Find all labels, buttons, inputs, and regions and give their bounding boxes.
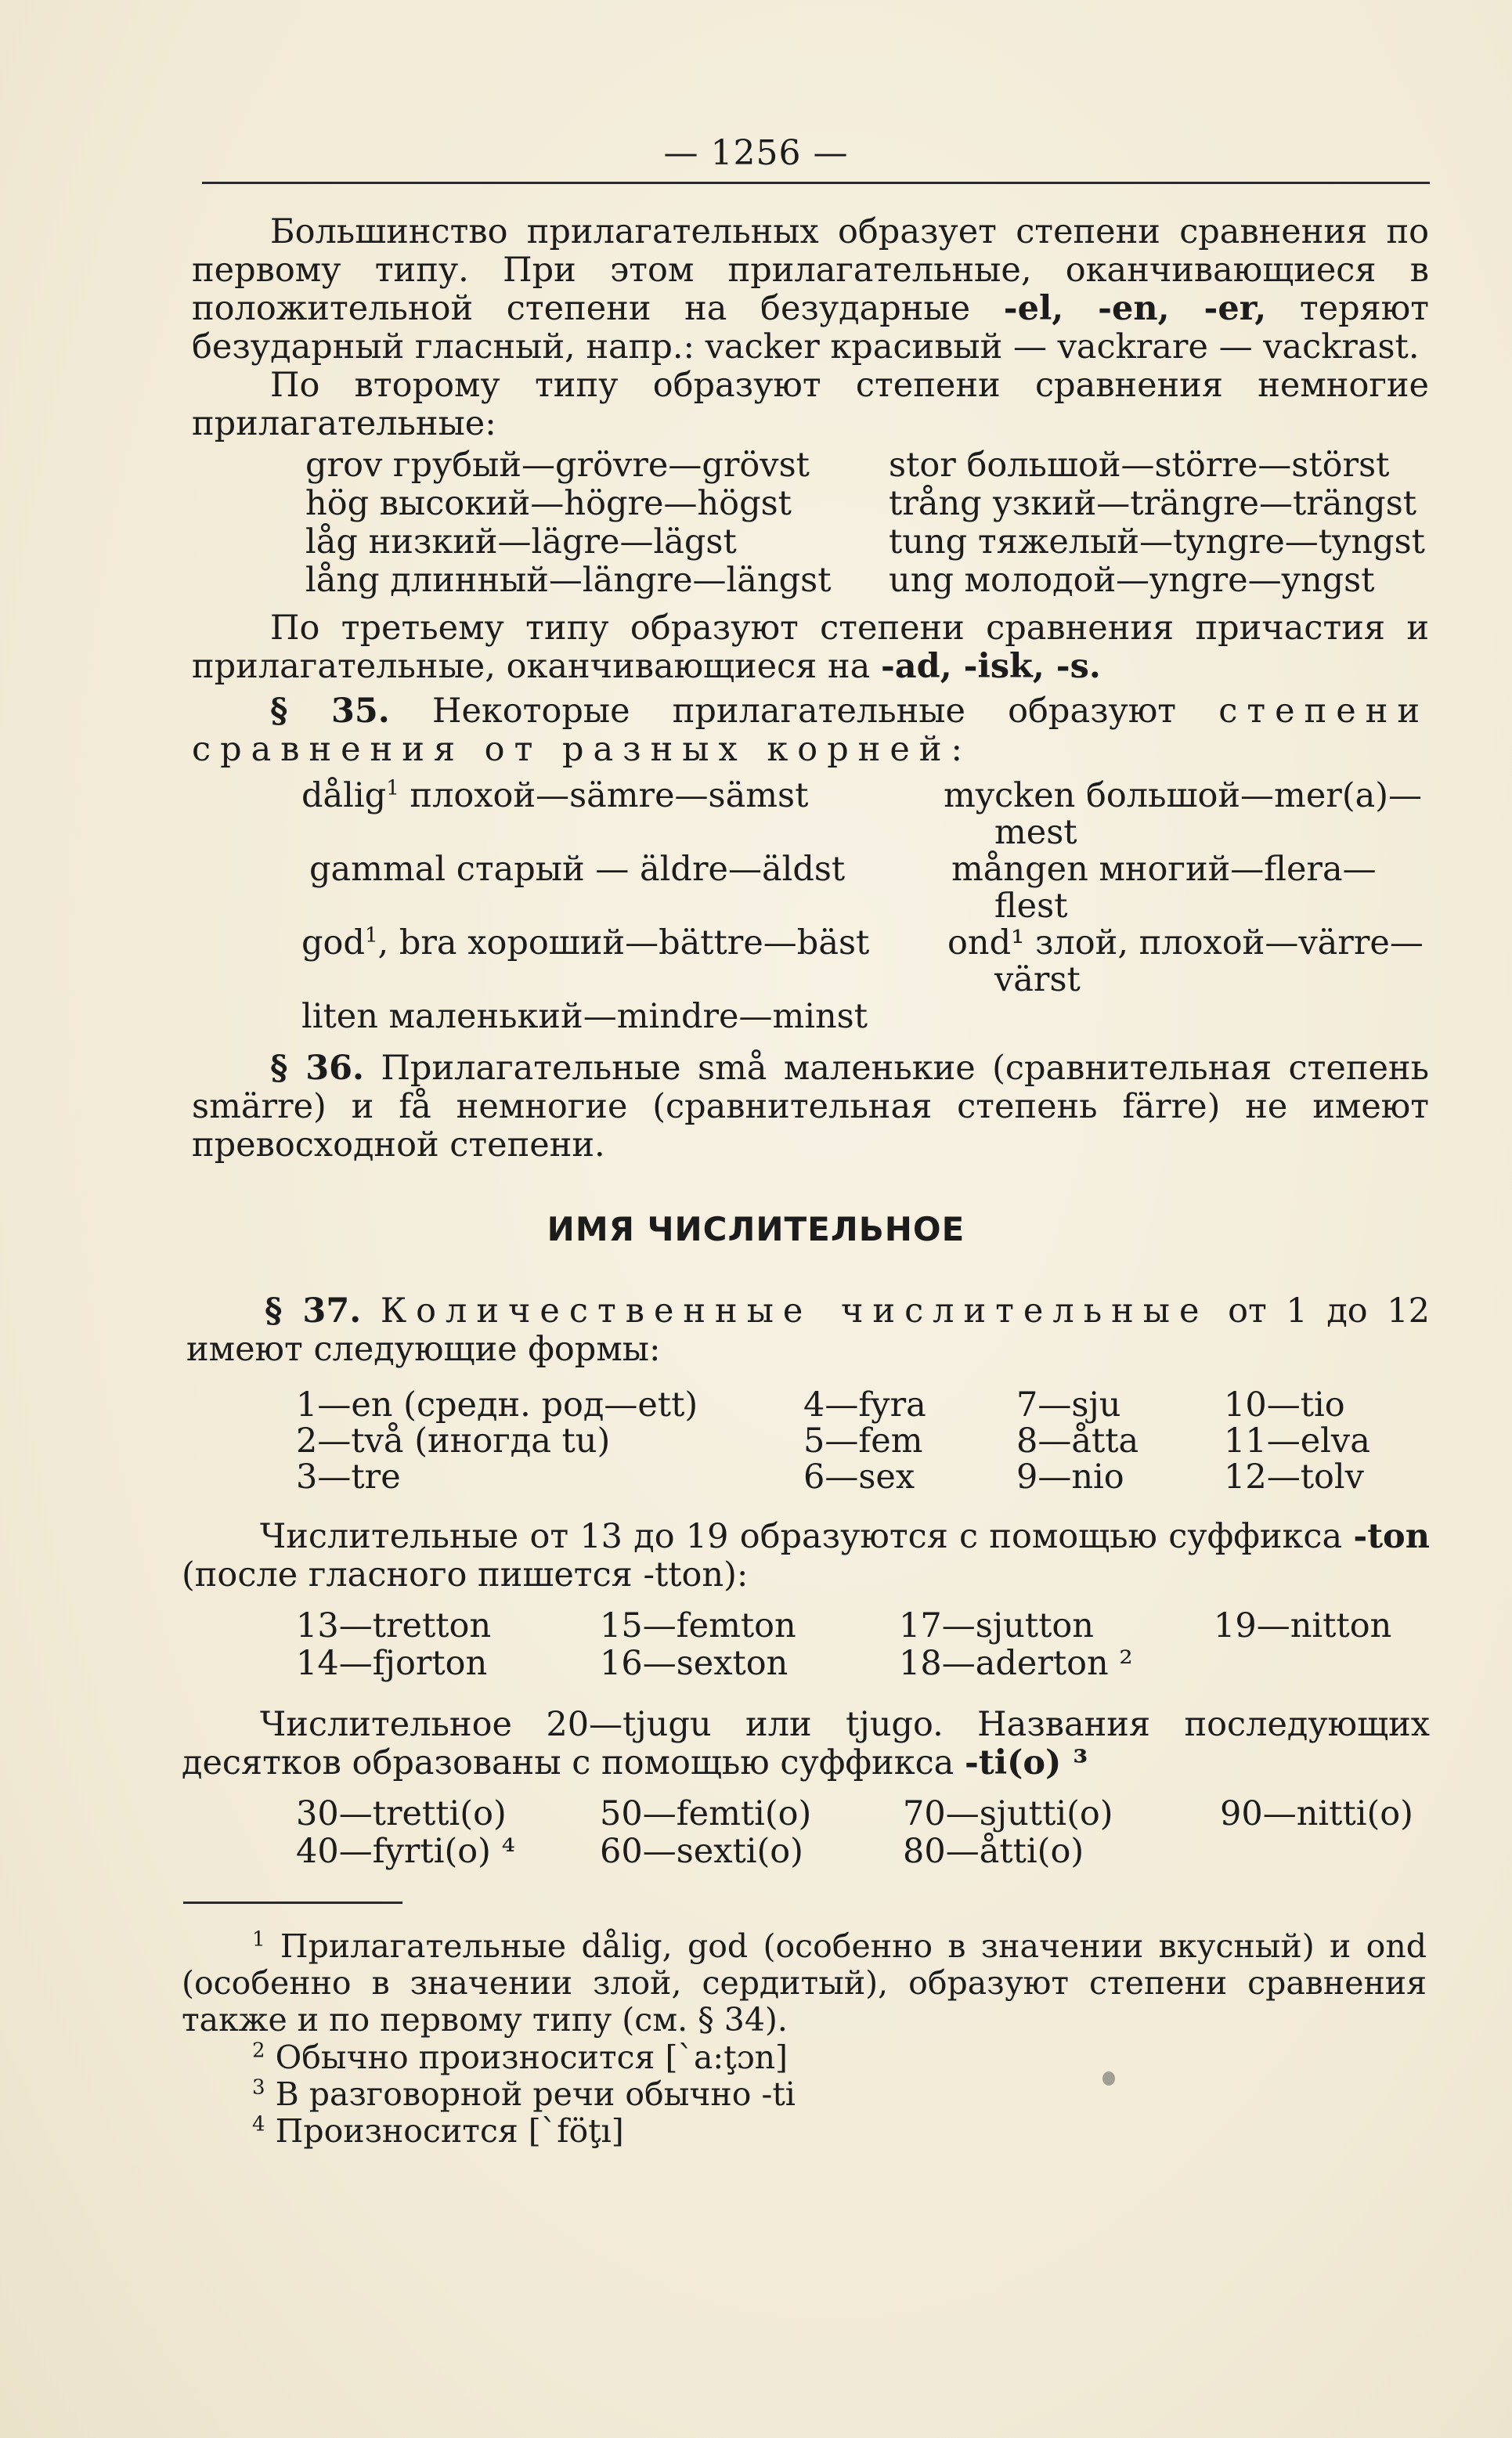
p-tens-text: Числительное 20—tjugu или tjugo. Названия последующих десятков образованы с помощью суффикса bbox=[182, 1705, 1430, 1782]
p1-suffixes: -el, -en, -er, bbox=[1003, 289, 1267, 328]
irregular-word: dålig bbox=[301, 776, 387, 815]
footnote-2 bbox=[182, 2039, 1427, 2076]
footnote-1 bbox=[182, 1928, 1427, 2039]
numeral: 80—åtti(o) bbox=[903, 1832, 1084, 1871]
numeral: 19—nitton bbox=[1214, 1606, 1392, 1645]
p-tens-suffix: -ti(o) ³ bbox=[964, 1743, 1088, 1782]
type2-right-item: ung молодой—yngre—yngst bbox=[889, 561, 1375, 600]
p3-text: По третьему типу образуют степени сравнения причастия и прилагательные, оканчивающиеся на bbox=[192, 609, 1429, 686]
irregular-word: god bbox=[301, 923, 365, 963]
page-number: — 1256 — bbox=[663, 133, 849, 173]
irregular-left-item bbox=[309, 851, 845, 889]
type2-right-item: stor большой—större—störst bbox=[889, 446, 1390, 485]
numeral: 8—åtta bbox=[1016, 1421, 1139, 1461]
numeral: 9—nio bbox=[1016, 1457, 1124, 1497]
paragraph-comparison-type2 bbox=[192, 367, 1429, 443]
section-36-text: Прилагательные små маленькие (сравнительная степень smärre) и få немногие (сравнительная степень färre) не имеют превосходной степени. bbox=[192, 1049, 1429, 1165]
footnote-mark: 4 bbox=[252, 2112, 265, 2136]
section-35 bbox=[192, 692, 1429, 769]
irregular-forms: старый — äldre—äldst bbox=[446, 850, 846, 889]
header-rule bbox=[202, 182, 1430, 184]
numeral: 1—en (средн. род—ett) bbox=[296, 1385, 698, 1425]
paragraph-teens bbox=[182, 1518, 1430, 1595]
footnote-text: Произносится [ˋföţı] bbox=[275, 2112, 624, 2150]
section-36-number: § 36. bbox=[270, 1049, 365, 1088]
numeral: 10—tio bbox=[1224, 1385, 1345, 1425]
numeral: 13—tretton bbox=[296, 1606, 492, 1645]
numeral: 3—tre bbox=[296, 1457, 401, 1497]
footnote-mark: 2 bbox=[252, 2039, 265, 2063]
numeral: 6—sex bbox=[803, 1457, 915, 1497]
irregular-forms: , bra хороший—bättre—bäst bbox=[377, 923, 870, 963]
ink-blot bbox=[1102, 2071, 1115, 2086]
footnote-4 bbox=[182, 2113, 1427, 2150]
footnote-mark: 3 bbox=[252, 2075, 265, 2100]
numeral: 14—fjorton bbox=[296, 1644, 488, 1683]
section-37 bbox=[186, 1292, 1430, 1369]
paragraph-comparison-type1 bbox=[192, 213, 1429, 367]
irregular-right-item-cont: värst bbox=[994, 960, 1081, 999]
numeral: 70—sjutti(o) bbox=[903, 1794, 1113, 1833]
section-35-number: § 35. bbox=[270, 692, 390, 731]
section-36 bbox=[192, 1049, 1429, 1165]
numeral: 30—tretti(o) bbox=[296, 1794, 507, 1833]
footnote-text: В разговорной речи обычно -ti bbox=[275, 2075, 796, 2113]
numeral: 5—fem bbox=[803, 1421, 923, 1461]
type2-left-item: grov грубый—grövre—grövst bbox=[305, 446, 810, 485]
numeral: 7—sju bbox=[1016, 1385, 1121, 1425]
irregular-right-item: ond¹ злой, плохой—värre— bbox=[947, 923, 1424, 963]
irregular-forms: плохой—sämre—sämst bbox=[399, 776, 809, 815]
section-37-number: § 37. bbox=[265, 1291, 362, 1331]
numeral: 90—nitti(o) bbox=[1220, 1794, 1413, 1833]
numeral: 16—sexton bbox=[600, 1644, 788, 1683]
numeral: 17—sjutton bbox=[899, 1606, 1094, 1645]
section-heading: ИМЯ ЧИСЛИТЕЛЬНОЕ bbox=[547, 1210, 965, 1248]
irregular-left-item bbox=[301, 924, 869, 963]
numeral: 50—femti(o) bbox=[600, 1794, 812, 1833]
irregular-word: liten bbox=[301, 997, 378, 1036]
irregular-left-item bbox=[301, 998, 868, 1036]
numeral: 2—två (иногда tu) bbox=[296, 1421, 611, 1461]
irregular-word: gammal bbox=[309, 850, 446, 889]
p1-text: Большинство прилагательных образует степени сравнения по первому типу. При этом прилагательные, оканчивающиеся в положительной степени на безударные bbox=[192, 212, 1429, 328]
section-37-spaced: Количественные числительные bbox=[380, 1291, 1209, 1331]
footnote-text: Обычно произносится [ˋa:ţɔn] bbox=[275, 2039, 788, 2076]
footnote-ref: 1 bbox=[364, 923, 378, 948]
numeral: 18—aderton ² bbox=[899, 1644, 1133, 1683]
p1-end: теряют безударный гласный, напр.: vacker красивый — vackrare — vackrast. bbox=[192, 289, 1429, 367]
section-37-text: от 1 до 12 имеют следующие формы: bbox=[186, 1291, 1431, 1369]
p-teen-end: (после гласного пишется -tton): bbox=[182, 1555, 749, 1595]
p3-suffixes: -ad, -isk, -s. bbox=[880, 647, 1101, 686]
footnote-3 bbox=[182, 2076, 1427, 2113]
paragraph-comparison-type3 bbox=[192, 609, 1429, 686]
numeral: 4—fyra bbox=[803, 1385, 926, 1425]
paragraph-tens bbox=[182, 1706, 1430, 1782]
numeral: 40—fyrti(o) ⁴ bbox=[296, 1832, 515, 1871]
section-35-text: Некоторые прилагательные образуют bbox=[431, 692, 1177, 731]
type2-right-item: trång узкий—trängre—trängst bbox=[889, 484, 1417, 523]
footnote-ref: 1 bbox=[386, 776, 399, 800]
type2-left-item: låg низкий—lägre—lägst bbox=[305, 522, 737, 562]
footnote-text: Прилагательные dålig, god (особенно в значении вкусный) и ond (особенно в значении злой, сердитый), образуют степени сравнения также и по первому типу (см. § 34). bbox=[182, 1927, 1427, 2039]
footnote-rule bbox=[183, 1902, 402, 1904]
irregular-right-item: mången многий—flera— bbox=[951, 850, 1377, 889]
numeral: 60—sexti(o) bbox=[600, 1832, 803, 1871]
irregular-left-item bbox=[301, 777, 808, 815]
p2-text: По второму типу образуют степени сравнения немногие прилагательные: bbox=[192, 366, 1429, 443]
numeral: 15—femton bbox=[600, 1606, 796, 1645]
numeral: 12—tolv bbox=[1224, 1457, 1364, 1497]
section-35-spaced: степени сравнения от разных корней: bbox=[192, 692, 1430, 769]
irregular-forms: маленький—mindre—minst bbox=[377, 997, 868, 1036]
p-teen-text: Числительные от 13 до 19 образуются с помощью суффикса bbox=[260, 1517, 1343, 1556]
footnote-mark: 1 bbox=[252, 1927, 265, 1952]
irregular-right-item-cont: mest bbox=[994, 813, 1077, 852]
type2-left-item: hög высокий—högre—högst bbox=[305, 484, 792, 523]
type2-left-item: lång длинный—längre—längst bbox=[305, 561, 832, 600]
type2-right-item: tung тяжелый—tyngre—tyngst bbox=[889, 522, 1425, 562]
p-teen-suffix: -ton bbox=[1353, 1517, 1430, 1556]
numeral: 11—elva bbox=[1224, 1421, 1370, 1461]
irregular-right-item: mycken большой—mer(a)— bbox=[944, 776, 1423, 815]
irregular-right-item-cont: flest bbox=[994, 887, 1068, 926]
